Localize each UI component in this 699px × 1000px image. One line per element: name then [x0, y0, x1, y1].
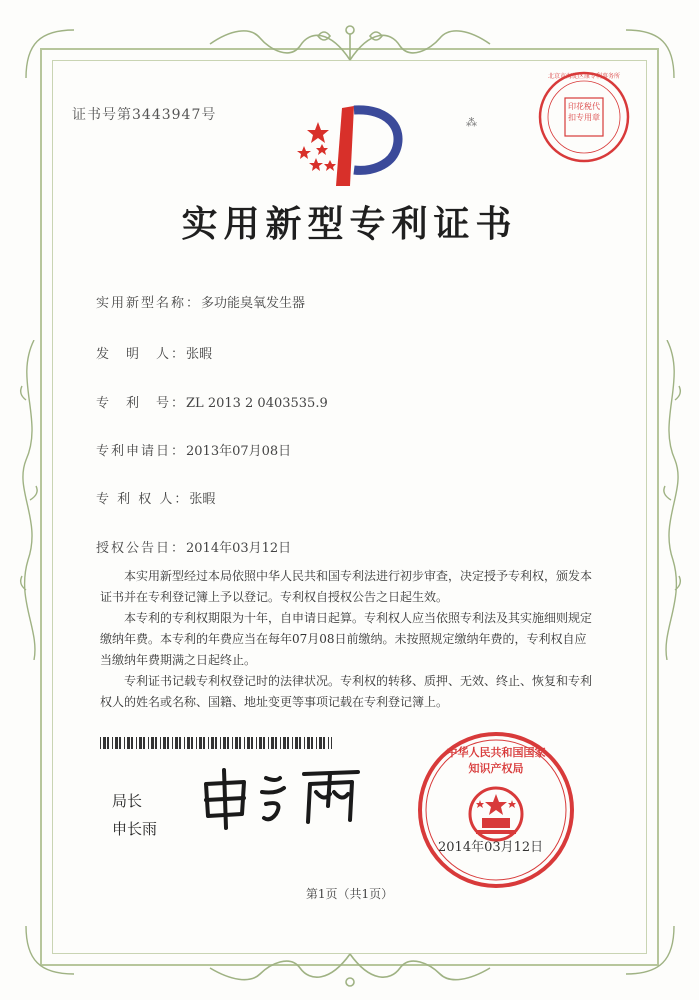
- field-value: 2014年03月12日: [186, 541, 292, 556]
- page-title: 实用新型专利证书: [181, 203, 518, 245]
- barcode-bar: [175, 737, 178, 749]
- barcode-bar: [127, 737, 130, 749]
- body-paragraph: 专利证书记载专利权登记时的法律状况。专利权的转移、质押、无效、终止、恢复和专利权人的姓名或名称、国籍、地址变更等事项记载在专利登记簿上。: [100, 674, 593, 709]
- patent-office-logo: [296, 98, 408, 190]
- left-ornament: [14, 340, 44, 660]
- barcode-bar: [143, 737, 145, 749]
- barcode-bar: [280, 737, 281, 749]
- barcode-bar: [271, 737, 274, 749]
- barcode-bar: [163, 737, 166, 749]
- barcode-bar: [323, 737, 325, 749]
- barcode-bar: [227, 737, 229, 749]
- field-label: 授权公告日：: [96, 541, 187, 556]
- barcode-bar: [287, 737, 289, 749]
- field-patentee: [96, 488, 215, 507]
- certificate-body: [100, 566, 595, 713]
- barcode-bar: [172, 737, 173, 749]
- barcode-bar: [319, 737, 322, 749]
- barcode-bar: [215, 737, 217, 749]
- director-title: 局长: [112, 792, 143, 810]
- barcode-bar: [100, 737, 101, 749]
- barcode-bar: [196, 737, 197, 749]
- field-value: 张暇: [189, 492, 216, 507]
- field-label: 专 利 权 人：: [96, 492, 190, 507]
- barcode-bar: [139, 737, 142, 749]
- field-label: 实用新型名称：: [96, 296, 202, 311]
- barcode-bar: [268, 737, 269, 749]
- barcode-bar: [203, 737, 205, 749]
- barcode-bar: [292, 737, 293, 749]
- barcode-bar: [331, 737, 332, 749]
- official-seal-text: 中华人民共和国国家知识产权局: [446, 746, 546, 775]
- barcode-bar: [304, 737, 305, 749]
- field-value: 多功能臭氧发生器: [201, 296, 306, 311]
- field-label: 专 利 号：: [96, 396, 187, 411]
- barcode-bar: [328, 737, 329, 749]
- barcode-bar: [311, 737, 313, 749]
- corner-ornament-bl: [20, 920, 80, 980]
- field-label: 发 明 人：: [96, 347, 187, 362]
- barcode-bar: [239, 737, 241, 749]
- field-value: ZL 2013 2 0403535.9: [186, 396, 328, 411]
- barcode-bar: [316, 737, 317, 749]
- barcode-bar: [131, 737, 133, 749]
- barcode-bar: [136, 737, 137, 749]
- barcode-bar: [299, 737, 301, 749]
- corner-ornament-tl: [20, 24, 80, 84]
- body-paragraph: 本专利的专利权期限为十年，自申请日起算。专利权人应当依照专利法及其实施细则规定缴纳年费。本专利的年费应当在每年07月08日前缴纳。未按照规定缴纳年费的，专利权自应当缴纳年费期满之日起终止。: [100, 611, 593, 667]
- barcode-bar: [211, 737, 214, 749]
- barcode-bar: [151, 737, 154, 749]
- barcode-bar: [179, 737, 181, 749]
- barcode-bar: [208, 737, 209, 749]
- barcode-bar: [232, 737, 233, 749]
- field-announcement-date: [96, 537, 291, 556]
- barcode-bar: [220, 737, 221, 749]
- barcode-bar: [247, 737, 250, 749]
- stamp-date: 2014年03月12日: [438, 840, 544, 855]
- barcode-bar: [275, 737, 277, 749]
- barcode-bar: [191, 737, 193, 749]
- barcode-bar: [107, 737, 109, 749]
- barcode-bar: [295, 737, 298, 749]
- barcode-bar: [244, 737, 245, 749]
- field-utility-model-name: [96, 292, 305, 311]
- barcode-bar: [259, 737, 262, 749]
- bottom-ornament: [200, 950, 500, 990]
- field-value: 张暇: [186, 347, 213, 362]
- barcode-bar: [256, 737, 257, 749]
- corner-ornament-br: [620, 920, 680, 980]
- certificate-number: 证书号第3443947号: [72, 107, 217, 123]
- field-label: 专利申请日：: [96, 444, 187, 459]
- barcode-bar: [148, 737, 149, 749]
- director-name: 申长雨: [112, 820, 158, 838]
- barcode-bar: [119, 737, 121, 749]
- barcode-bar: [187, 737, 190, 749]
- barcode-bar: [124, 737, 125, 749]
- barcode-bar: [235, 737, 238, 749]
- small-mark: ⁂: [466, 116, 477, 129]
- field-inventor: [96, 343, 212, 362]
- barcode-bar: [184, 737, 185, 749]
- right-ornament: [657, 340, 687, 660]
- barcode-bar: [199, 737, 202, 749]
- barcode-bar: [223, 737, 226, 749]
- tax-seal-center-text: 印花税代扣专用章: [568, 102, 600, 122]
- barcode-bar: [155, 737, 157, 749]
- barcode: [100, 737, 332, 749]
- barcode-bar: [263, 737, 265, 749]
- body-paragraph: 本实用新型经过本局依照中华人民共和国专利法进行初步审查，决定授予专利权，颁发本证书并在专利登记簿上予以登记。专利权自授权公告之日起生效。: [100, 569, 593, 604]
- field-value: 2013年07月08日: [186, 444, 292, 459]
- barcode-bar: [283, 737, 286, 749]
- top-ornament: [200, 20, 500, 64]
- barcode-bar: [160, 737, 161, 749]
- field-application-date: [96, 440, 291, 459]
- barcode-bar: [112, 737, 113, 749]
- barcode-bar: [167, 737, 169, 749]
- barcode-bar: [115, 737, 118, 749]
- barcode-bar: [307, 737, 310, 749]
- page-footer: 第1页（共1页）: [305, 887, 394, 901]
- field-patent-number: [96, 392, 328, 411]
- barcode-bar: [103, 737, 106, 749]
- barcode-bar: [251, 737, 253, 749]
- director-signature: [196, 762, 366, 832]
- tax-seal-ring-text: 北京市海淀区康专利事务所: [547, 73, 620, 80]
